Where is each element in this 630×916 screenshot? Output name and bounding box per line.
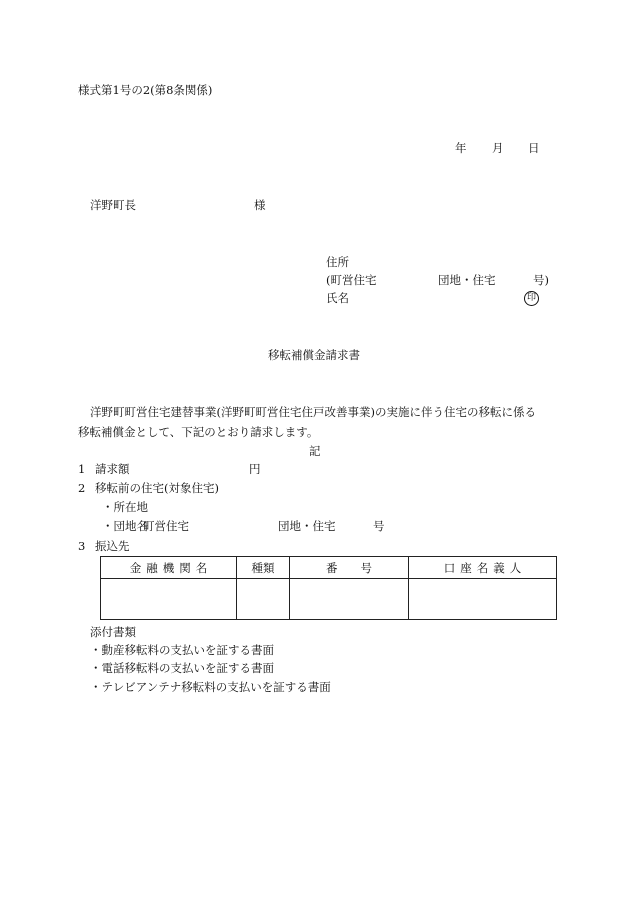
item-2-complex-mid: 団地・住宅 — [278, 519, 336, 533]
item-1-number: 1 — [78, 462, 86, 476]
date-day: 日 — [528, 141, 540, 155]
item-2-complex-end: 号 — [373, 519, 385, 533]
item-1-label: 請求額 — [95, 462, 130, 476]
housing-close: 号) — [533, 273, 549, 287]
housing-open: (町営住宅 — [326, 273, 377, 287]
item-2-number: 2 — [78, 481, 86, 495]
ki-heading: 記 — [309, 444, 321, 458]
item-1-unit: 円 — [249, 462, 261, 476]
seal-mark: 印 — [524, 291, 539, 306]
addressee-honorific: 様 — [254, 198, 266, 212]
table-row — [101, 579, 557, 620]
attachment-item: ・電話移転料の支払いを証する書面 — [90, 661, 274, 675]
cell-account-holder — [409, 579, 557, 620]
housing-mid: 団地・住宅 — [438, 273, 496, 287]
header-account-type: 種類 — [237, 557, 290, 579]
item-2-complex-label: ・団地名 — [102, 519, 148, 533]
date-month: 月 — [492, 141, 504, 155]
attachment-item: ・動産移転料の支払いを証する書面 — [90, 643, 274, 657]
body-line-2: 移転補償金として、下記のとおり請求します。 — [78, 425, 319, 439]
document-title: 移転補償金請求書 — [268, 348, 360, 362]
cell-account-number — [290, 579, 409, 620]
cell-account-type — [237, 579, 290, 620]
attachments-title: 添付書類 — [90, 625, 136, 639]
item-3-label: 振込先 — [95, 539, 130, 553]
item-2-location: ・所在地 — [102, 500, 148, 514]
name-label: 氏名 — [326, 291, 349, 305]
date-year: 年 — [455, 141, 467, 155]
attachment-item: ・テレビアンテナ移転料の支払いを証する書面 — [90, 680, 331, 694]
item-2-complex-value: 町営住宅 — [143, 519, 189, 533]
header-account-holder: 口座名義人 — [409, 557, 557, 579]
item-2-label: 移転前の住宅(対象住宅) — [95, 481, 219, 495]
table-header-row — [101, 557, 557, 579]
form-number: 様式第1号の2(第8条関係) — [78, 83, 213, 97]
address-label: 住所 — [326, 255, 349, 269]
bank-account-table — [100, 556, 557, 620]
item-3-number: 3 — [78, 539, 86, 553]
cell-bank-name — [101, 579, 237, 620]
addressee-name: 洋野町長 — [90, 198, 136, 212]
header-account-number: 番 号 — [290, 557, 409, 579]
header-bank-name: 金融機関名 — [101, 557, 237, 579]
body-line-1: 洋野町町営住宅建替事業(洋野町町営住宅住戸改善事業)の実施に伴う住宅の移転に係る — [90, 405, 536, 419]
